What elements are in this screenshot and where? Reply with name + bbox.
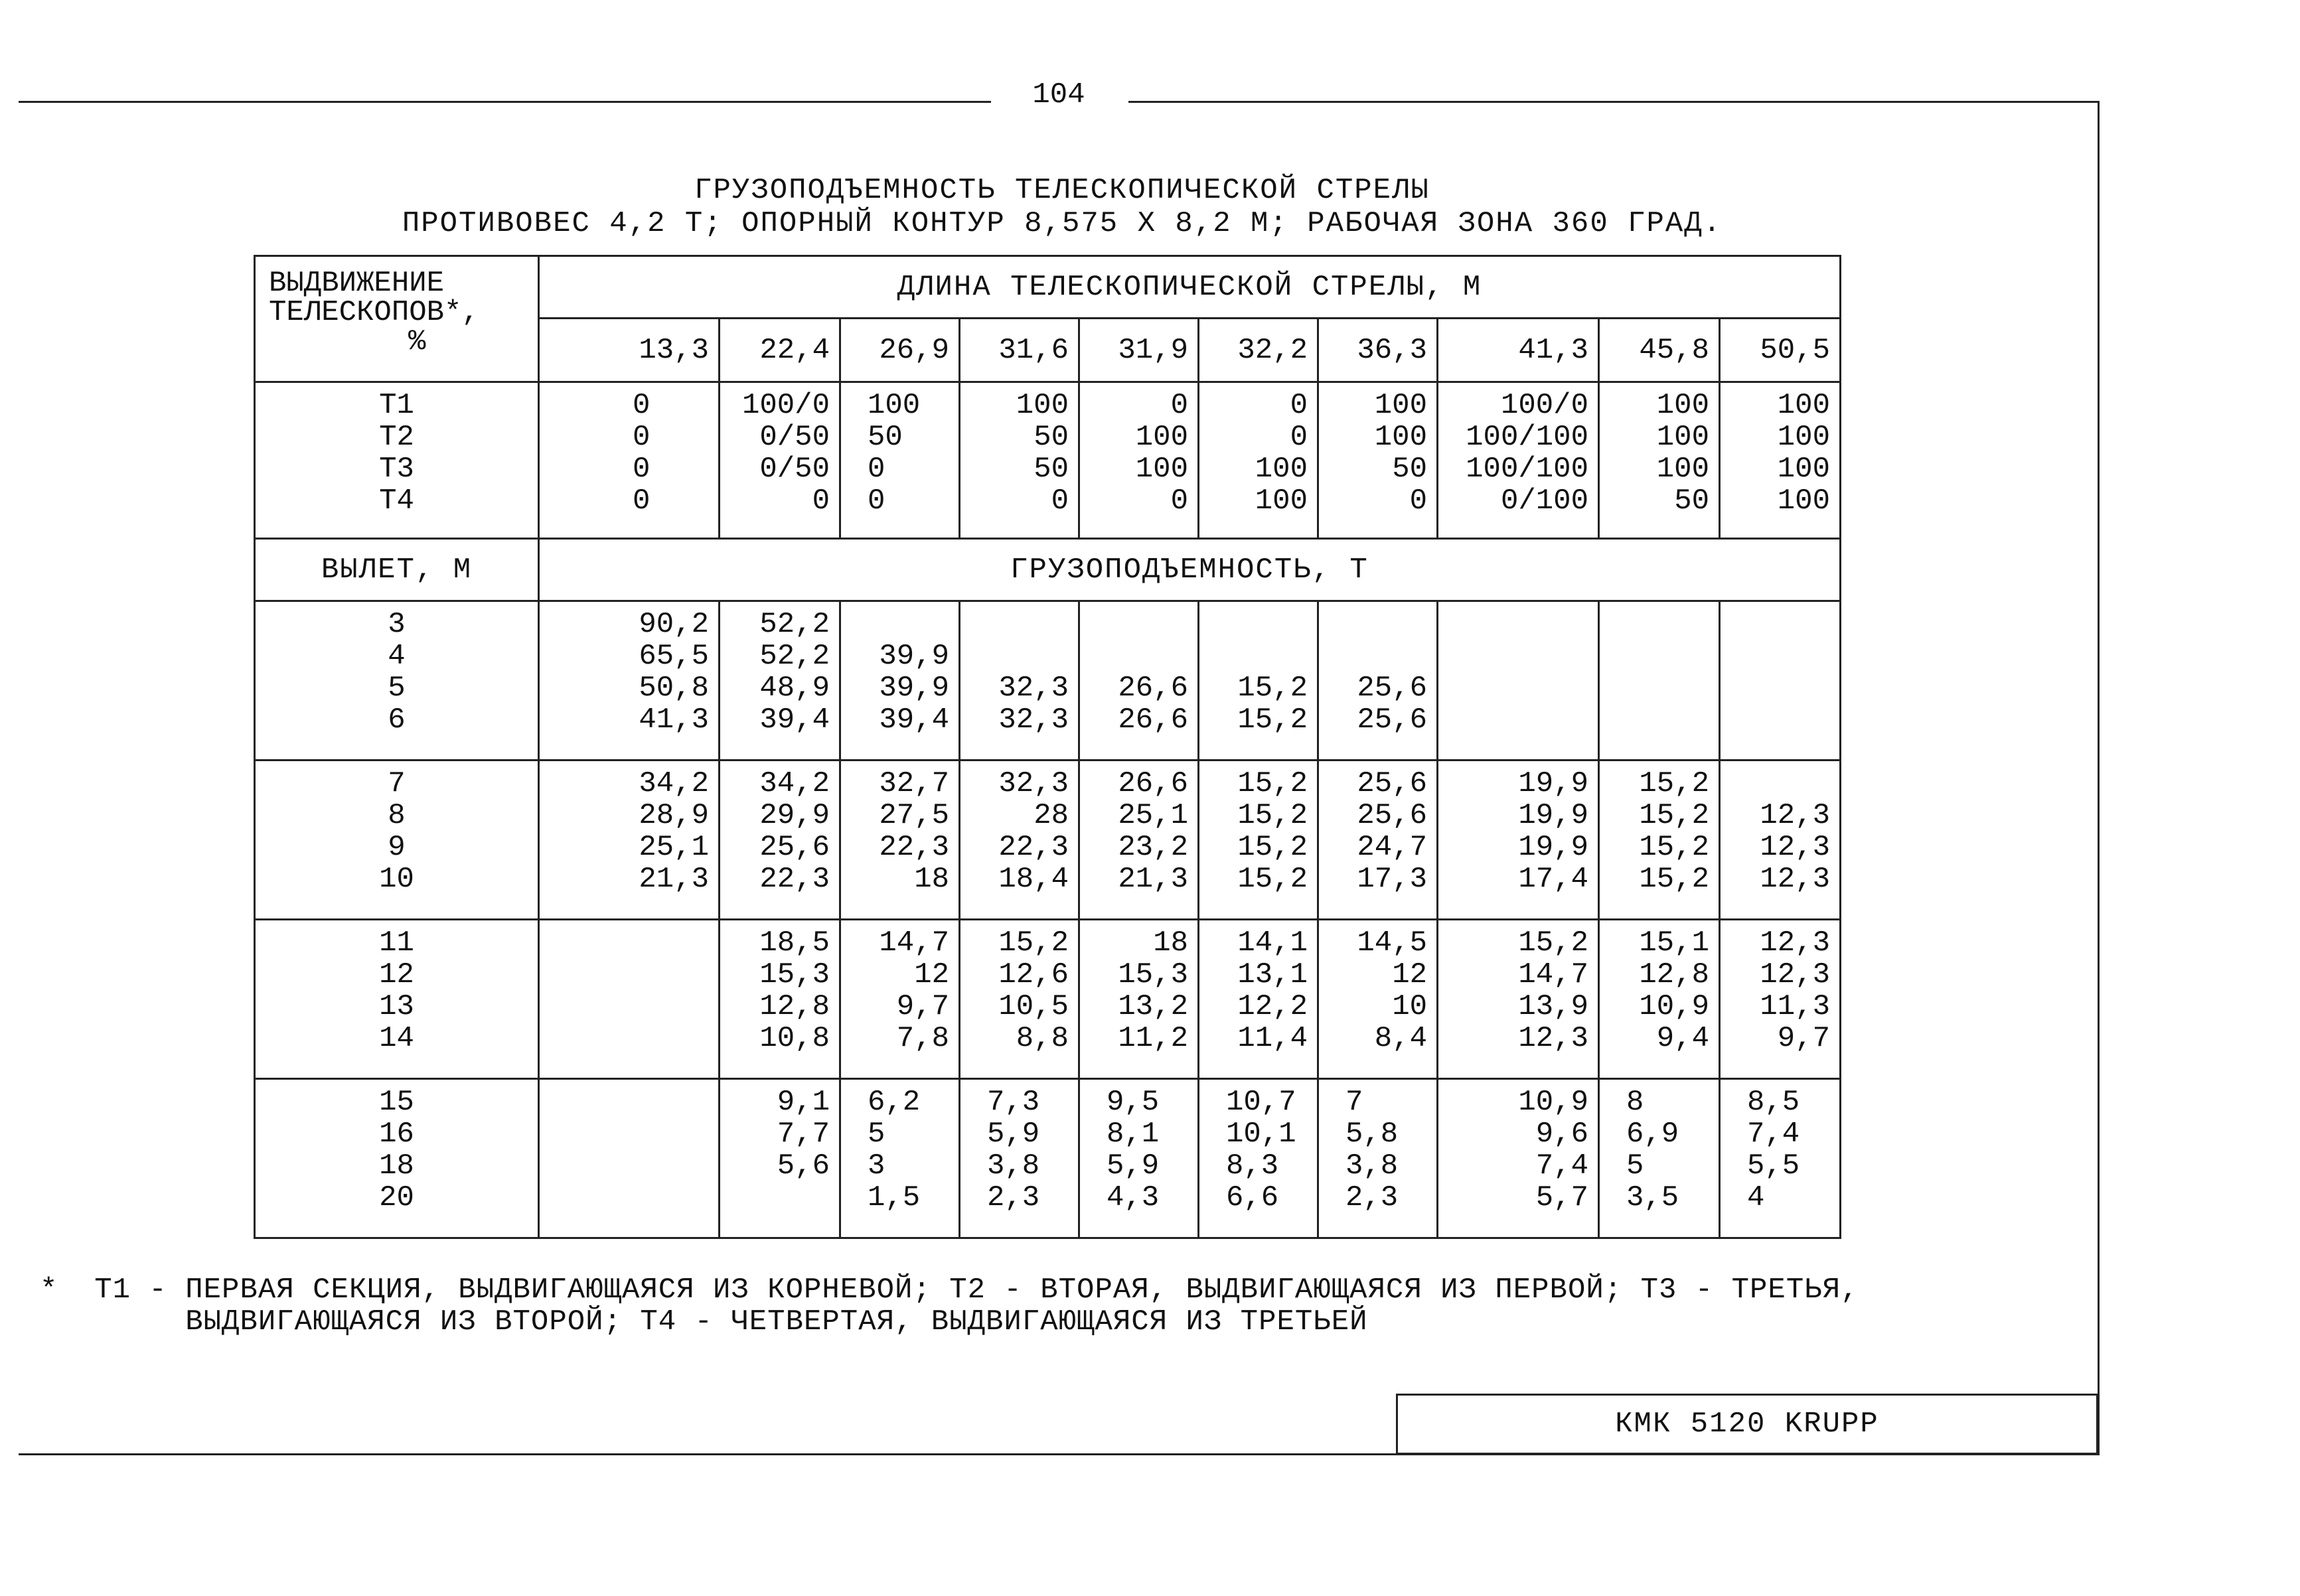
boom-length-cell: 45,8 <box>1599 319 1720 382</box>
capacity-cell <box>960 920 1079 1079</box>
corner-line-2: ТЕЛЕСКОПОВ*, <box>269 296 479 329</box>
capacity-values: 15,2 15,2 <box>1237 672 1308 737</box>
top-rule-left <box>19 101 991 103</box>
capacity-values: 32,3 28 22,3 18,4 <box>998 767 1069 896</box>
corner-header <box>255 256 539 382</box>
capacity-values: 32,3 32,3 <box>998 672 1069 737</box>
capacity-cell <box>720 1079 840 1238</box>
capacity-cell <box>960 601 1079 761</box>
capacity-cell <box>840 1079 960 1238</box>
section-values: 100 50 0 0 <box>868 389 921 518</box>
right-frame-line <box>2098 101 2100 1455</box>
capacity-values: 9,1 7,7 5,6 <box>777 1086 830 1183</box>
capacity-values: 39,9 39,9 39,4 <box>879 640 949 737</box>
section-cell <box>720 382 840 539</box>
capacity-cell <box>1079 601 1199 761</box>
radius-values: 11 12 13 14 <box>379 926 414 1055</box>
capacity-values: 12,3 12,3 11,3 9,7 <box>1760 926 1830 1055</box>
boom-length-header: ДЛИНА ТЕЛЕСКОПИЧЕСКОЙ СТРЕЛЫ, М <box>539 256 1841 319</box>
boom-length-cell: 26,9 <box>840 319 960 382</box>
radius-values: 7 8 9 10 <box>379 767 414 896</box>
radius-cell <box>255 920 539 1079</box>
capacity-values: 15,1 12,8 10,9 9,4 <box>1639 926 1709 1055</box>
capacity-cell <box>1720 601 1841 761</box>
capacity-values: 90,2 65,5 50,8 41,3 <box>639 608 709 737</box>
section-values: 100 100 100 100 <box>1777 389 1830 518</box>
capacity-cell <box>840 601 960 761</box>
section-cell <box>1318 382 1438 539</box>
top-rule-right <box>1128 101 2100 103</box>
capacity-values: 8,5 7,4 5,5 4 <box>1747 1086 1800 1214</box>
title-line-1: ГРУЗОПОДЪЕМНОСТЬ ТЕЛЕСКОПИЧЕСКОЙ СТРЕЛЫ <box>694 174 1430 207</box>
capacity-values: 19,9 19,9 19,9 17,4 <box>1518 767 1588 896</box>
boom-length-cell: 31,9 <box>1079 319 1199 382</box>
capacity-values: 15,2 12,6 10,5 8,8 <box>998 926 1069 1055</box>
section-values: 100/0 100/100 100/100 0/100 <box>1466 389 1588 518</box>
section-values: 100 100 50 0 <box>1374 389 1427 518</box>
capacity-values: 25,6 25,6 24,7 17,3 <box>1357 767 1427 896</box>
section-cell <box>960 382 1079 539</box>
section-values: 0 0 0 0 <box>633 389 651 518</box>
section-labels-cell <box>255 382 539 539</box>
section-values: 0 0 100 100 <box>1255 389 1308 518</box>
boom-length-cell: 50,5 <box>1720 319 1841 382</box>
capacity-cell <box>1599 601 1720 761</box>
section-cell <box>840 382 960 539</box>
capacity-values <box>1438 602 1598 609</box>
capacity-cell <box>1438 761 1599 920</box>
capacity-values: 7 5,8 3,8 2,3 <box>1345 1086 1399 1214</box>
capacity-cell <box>1599 761 1720 920</box>
capacity-group-row <box>255 1079 1841 1238</box>
capacity-table <box>254 255 1841 1239</box>
capacity-cell <box>1199 1079 1318 1238</box>
capacity-cell <box>1720 920 1841 1079</box>
capacity-cell <box>1199 920 1318 1079</box>
title-block-stamp: КМК 5120 KRUPP <box>1396 1394 2098 1455</box>
section-values: 100 100 100 50 <box>1656 389 1709 518</box>
capacity-cell <box>720 601 840 761</box>
sections-row <box>255 382 1841 539</box>
capacity-cell <box>720 920 840 1079</box>
section-cell <box>1199 382 1318 539</box>
capacity-values: 25,6 25,6 <box>1357 672 1427 737</box>
capacity-values <box>540 1080 718 1086</box>
capacity-cell <box>1079 761 1199 920</box>
radius-cell <box>255 601 539 761</box>
capacity-cell <box>1079 920 1199 1079</box>
section-values: 100/0 0/50 0/50 0 <box>741 389 830 518</box>
boom-length-cell: 22,4 <box>720 319 840 382</box>
capacity-cell <box>720 761 840 920</box>
page-number: 104 <box>1032 78 1085 111</box>
capacity-cell <box>1079 1079 1199 1238</box>
boom-length-cell: 41,3 <box>1438 319 1599 382</box>
corner-line-1: ВЫДВИЖЕНИЕ <box>269 267 445 300</box>
capacity-values <box>540 920 718 927</box>
section-labels: Т1 Т2 Т3 Т4 <box>379 389 414 518</box>
section-values: 100 50 50 0 <box>1016 389 1069 518</box>
section-cell <box>1720 382 1841 539</box>
capacity-cell <box>1318 920 1438 1079</box>
section-cell <box>539 382 720 539</box>
capacity-values: 18 15,3 13,2 11,2 <box>1118 926 1188 1055</box>
radius-label: ВЫЛЕТ, М <box>255 539 539 601</box>
section-values: 0 100 100 0 <box>1135 389 1188 518</box>
capacity-values: 26,6 26,6 <box>1118 672 1188 737</box>
radius-cell <box>255 761 539 920</box>
capacity-values: 15,2 15,2 15,2 15,2 <box>1639 767 1709 896</box>
radius-header-row <box>255 539 1841 601</box>
capacity-cell <box>1599 1079 1720 1238</box>
footnote: * Т1 - ПЕРВАЯ СЕКЦИЯ, ВЫДВИГАЮЩАЯСЯ ИЗ КОРНЕВОЙ; Т2 - ВТОРАЯ, ВЫДВИГАЮЩАЯСЯ ИЗ ПЕРВОЙ; Т3 - ТРЕТЬЯ, ВЫДВИГАЮЩАЯСЯ ИЗ ВТОРОЙ; Т4 - ЧЕТВЕРТАЯ, ВЫДВИГАЮЩАЯСЯ ИЗ ТРЕТЬЕЙ <box>40 1273 1859 1339</box>
capacity-values: 10,7 10,1 8,3 6,6 <box>1226 1086 1296 1214</box>
capacity-cell <box>1318 601 1438 761</box>
radius-cell <box>255 1079 539 1238</box>
capacity-values: 8 6,9 5 3,5 <box>1626 1086 1679 1214</box>
capacity-cell <box>840 920 960 1079</box>
capacity-values: 52,2 52,2 48,9 39,4 <box>759 608 830 737</box>
section-cell <box>1079 382 1199 539</box>
title-line-2: ПРОТИВОВЕС 4,2 Т; ОПОРНЫЙ КОНТУР 8,575 Х 8,2 М; РАБОЧАЯ ЗОНА 360 ГРАД. <box>402 207 1723 240</box>
capacity-cell <box>1599 920 1720 1079</box>
capacity-cell <box>1720 1079 1841 1238</box>
boom-length-cell: 13,3 <box>539 319 720 382</box>
capacity-values: 26,6 25,1 23,2 21,3 <box>1118 767 1188 896</box>
capacity-group-row <box>255 920 1841 1079</box>
capacity-cell <box>1720 761 1841 920</box>
capacity-cell <box>1318 761 1438 920</box>
capacity-cell <box>539 601 720 761</box>
corner-line-3: % <box>408 325 426 358</box>
radius-values: 15 16 18 20 <box>379 1086 414 1214</box>
capacity-values: 10,9 9,6 7,4 5,7 <box>1518 1086 1588 1214</box>
capacity-values: 32,7 27,5 22,3 18 <box>879 767 949 896</box>
capacity-cell <box>960 1079 1079 1238</box>
boom-length-cell: 32,2 <box>1199 319 1318 382</box>
capacity-cell <box>1438 601 1599 761</box>
capacity-cell <box>1438 920 1599 1079</box>
capacity-values <box>1600 602 1719 609</box>
capacity-values: 14,1 13,1 12,2 11,4 <box>1237 926 1308 1055</box>
capacity-values: 18,5 15,3 12,8 10,8 <box>759 926 830 1055</box>
capacity-values: 14,5 12 10 8,4 <box>1357 926 1427 1055</box>
capacity-values: 15,2 15,2 15,2 15,2 <box>1237 767 1308 896</box>
capacity-cell <box>539 920 720 1079</box>
capacity-cell <box>539 761 720 920</box>
capacity-label: ГРУЗОПОДЪЕМНОСТЬ, Т <box>539 539 1841 601</box>
radius-values: 3 4 5 6 <box>388 608 406 737</box>
capacity-values <box>1721 602 1839 609</box>
section-cell <box>1438 382 1599 539</box>
capacity-values: 14,7 12 9,7 7,8 <box>879 926 949 1055</box>
section-cell <box>1599 382 1720 539</box>
boom-length-cell: 36,3 <box>1318 319 1438 382</box>
capacity-cell <box>539 1079 720 1238</box>
capacity-values: 34,2 28,9 25,1 21,3 <box>639 767 709 896</box>
capacity-values: 12,3 12,3 12,3 <box>1760 799 1830 896</box>
capacity-values: 6,2 5 3 1,5 <box>868 1086 921 1214</box>
capacity-group-row <box>255 601 1841 761</box>
capacity-values: 9,5 8,1 5,9 4,3 <box>1107 1086 1160 1214</box>
capacity-cell <box>1438 1079 1599 1238</box>
capacity-cell <box>1199 761 1318 920</box>
capacity-group-row <box>255 761 1841 920</box>
capacity-values: 34,2 29,9 25,6 22,3 <box>759 767 830 896</box>
capacity-cell <box>1199 601 1318 761</box>
capacity-cell <box>840 761 960 920</box>
capacity-cell <box>1318 1079 1438 1238</box>
capacity-values: 15,2 14,7 13,9 12,3 <box>1518 926 1588 1055</box>
boom-length-cell: 31,6 <box>960 319 1079 382</box>
capacity-values: 7,3 5,9 3,8 2,3 <box>987 1086 1040 1214</box>
capacity-cell <box>960 761 1079 920</box>
